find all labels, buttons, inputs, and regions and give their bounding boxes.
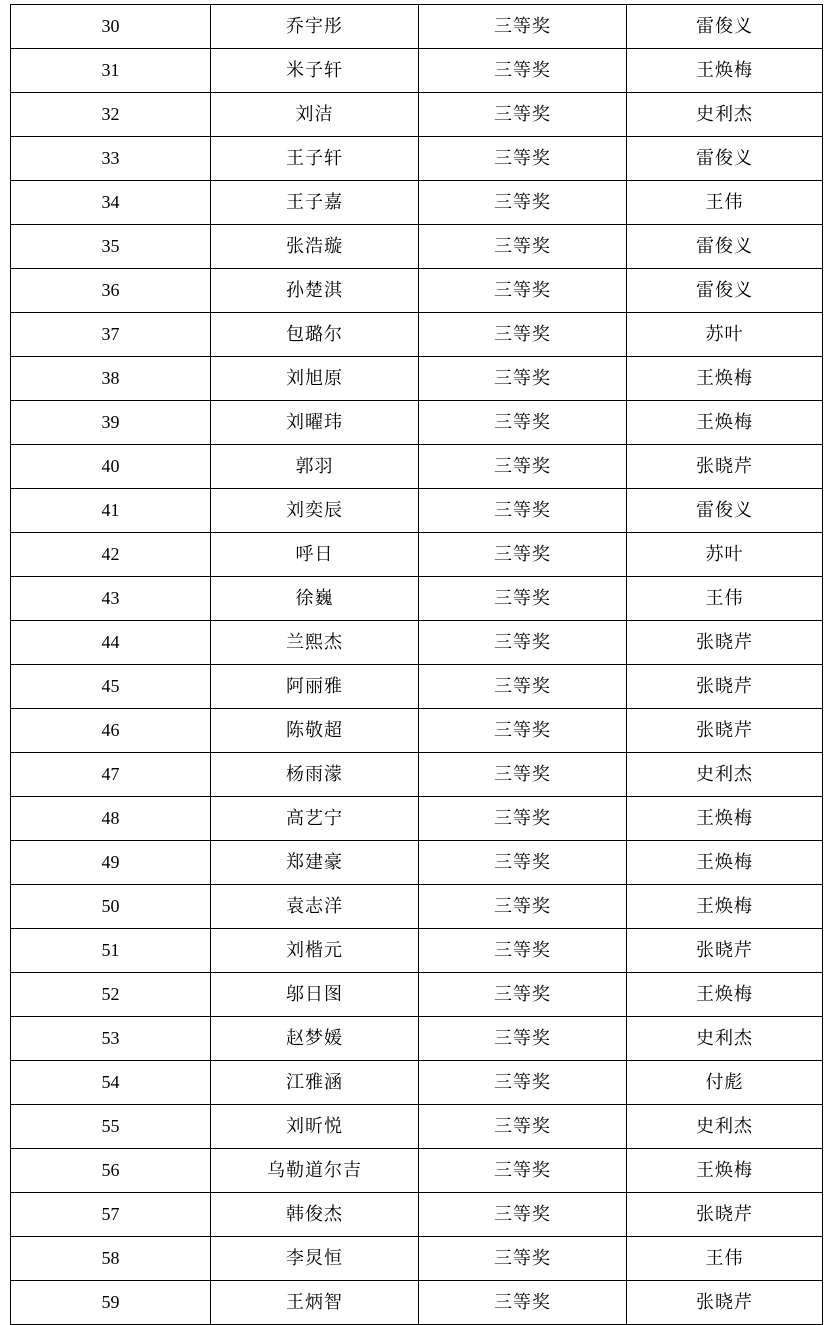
cell-award: 三等奖 — [419, 577, 627, 621]
cell-coach-name: 史利杰 — [627, 1105, 823, 1149]
cell-award: 三等奖 — [419, 665, 627, 709]
cell-student-name: 孙楚淇 — [211, 269, 419, 313]
cell-award: 三等奖 — [419, 357, 627, 401]
cell-index: 31 — [11, 49, 211, 93]
cell-award: 三等奖 — [419, 753, 627, 797]
table-row — [11, 621, 823, 665]
table-row — [11, 841, 823, 885]
award-table-body — [11, 5, 823, 1325]
cell-coach-name: 王焕梅 — [627, 49, 823, 93]
cell-award: 三等奖 — [419, 269, 627, 313]
cell-index: 54 — [11, 1061, 211, 1105]
cell-index: 41 — [11, 489, 211, 533]
table-row — [11, 313, 823, 357]
cell-student-name: 徐巍 — [211, 577, 419, 621]
table-row — [11, 445, 823, 489]
cell-student-name: 乔宇彤 — [211, 5, 419, 49]
cell-coach-name: 王伟 — [627, 181, 823, 225]
cell-index: 34 — [11, 181, 211, 225]
cell-award: 三等奖 — [419, 1281, 627, 1325]
cell-award: 三等奖 — [419, 137, 627, 181]
cell-coach-name: 雷俊义 — [627, 225, 823, 269]
cell-index: 36 — [11, 269, 211, 313]
cell-coach-name: 付彪 — [627, 1061, 823, 1105]
table-row — [11, 709, 823, 753]
cell-award: 三等奖 — [419, 1061, 627, 1105]
cell-award: 三等奖 — [419, 401, 627, 445]
cell-student-name: 高艺宁 — [211, 797, 419, 841]
cell-award: 三等奖 — [419, 313, 627, 357]
cell-student-name: 乌勒道尔吉 — [211, 1149, 419, 1193]
cell-coach-name: 王伟 — [627, 577, 823, 621]
cell-coach-name: 苏叶 — [627, 533, 823, 577]
cell-student-name: 李炅恒 — [211, 1237, 419, 1281]
cell-award: 三等奖 — [419, 797, 627, 841]
cell-index: 47 — [11, 753, 211, 797]
cell-index: 59 — [11, 1281, 211, 1325]
cell-coach-name: 雷俊义 — [627, 137, 823, 181]
cell-index: 58 — [11, 1237, 211, 1281]
table-row — [11, 137, 823, 181]
cell-award: 三等奖 — [419, 225, 627, 269]
cell-index: 42 — [11, 533, 211, 577]
cell-index: 43 — [11, 577, 211, 621]
cell-index: 56 — [11, 1149, 211, 1193]
cell-student-name: 张浩璇 — [211, 225, 419, 269]
cell-coach-name: 张晓芹 — [627, 1281, 823, 1325]
table-row — [11, 797, 823, 841]
cell-award: 三等奖 — [419, 841, 627, 885]
cell-award: 三等奖 — [419, 93, 627, 137]
cell-student-name: 刘洁 — [211, 93, 419, 137]
cell-coach-name: 王焕梅 — [627, 1149, 823, 1193]
cell-index: 52 — [11, 973, 211, 1017]
table-row — [11, 489, 823, 533]
cell-student-name: 刘楷元 — [211, 929, 419, 973]
cell-award: 三等奖 — [419, 181, 627, 225]
cell-award: 三等奖 — [419, 5, 627, 49]
cell-index: 32 — [11, 93, 211, 137]
cell-coach-name: 史利杰 — [627, 1017, 823, 1061]
table-row — [11, 1105, 823, 1149]
cell-coach-name: 史利杰 — [627, 93, 823, 137]
table-row — [11, 93, 823, 137]
table-row — [11, 357, 823, 401]
cell-award: 三等奖 — [419, 489, 627, 533]
cell-student-name: 米子轩 — [211, 49, 419, 93]
cell-award: 三等奖 — [419, 49, 627, 93]
cell-student-name: 阿丽雅 — [211, 665, 419, 709]
cell-student-name: 刘奕辰 — [211, 489, 419, 533]
cell-index: 49 — [11, 841, 211, 885]
cell-coach-name: 王焕梅 — [627, 973, 823, 1017]
cell-student-name: 郭羽 — [211, 445, 419, 489]
cell-student-name: 王子嘉 — [211, 181, 419, 225]
cell-award: 三等奖 — [419, 1017, 627, 1061]
cell-student-name: 刘旭原 — [211, 357, 419, 401]
cell-student-name: 包璐尔 — [211, 313, 419, 357]
table-row — [11, 5, 823, 49]
cell-index: 55 — [11, 1105, 211, 1149]
table-row — [11, 49, 823, 93]
cell-coach-name: 张晓芹 — [627, 929, 823, 973]
cell-award: 三等奖 — [419, 709, 627, 753]
cell-index: 46 — [11, 709, 211, 753]
cell-award: 三等奖 — [419, 973, 627, 1017]
cell-coach-name: 王伟 — [627, 1237, 823, 1281]
table-row — [11, 533, 823, 577]
table-row — [11, 1017, 823, 1061]
cell-student-name: 刘曜玮 — [211, 401, 419, 445]
table-row — [11, 1061, 823, 1105]
cell-student-name: 刘昕悦 — [211, 1105, 419, 1149]
cell-index: 48 — [11, 797, 211, 841]
cell-index: 45 — [11, 665, 211, 709]
cell-student-name: 江雅涵 — [211, 1061, 419, 1105]
table-row — [11, 885, 823, 929]
cell-index: 37 — [11, 313, 211, 357]
cell-award: 三等奖 — [419, 621, 627, 665]
table-row — [11, 269, 823, 313]
cell-award: 三等奖 — [419, 1237, 627, 1281]
cell-coach-name: 张晓芹 — [627, 665, 823, 709]
table-row — [11, 665, 823, 709]
cell-award: 三等奖 — [419, 1105, 627, 1149]
cell-coach-name: 苏叶 — [627, 313, 823, 357]
cell-index: 30 — [11, 5, 211, 49]
table-row — [11, 1281, 823, 1325]
table-row — [11, 577, 823, 621]
cell-award: 三等奖 — [419, 533, 627, 577]
cell-student-name: 邬日图 — [211, 973, 419, 1017]
table-row — [11, 753, 823, 797]
cell-coach-name: 雷俊义 — [627, 5, 823, 49]
award-list-table — [10, 4, 823, 1325]
cell-coach-name: 王焕梅 — [627, 357, 823, 401]
cell-student-name: 兰熙杰 — [211, 621, 419, 665]
table-row — [11, 1149, 823, 1193]
table-row — [11, 225, 823, 269]
cell-index: 38 — [11, 357, 211, 401]
cell-index: 51 — [11, 929, 211, 973]
cell-coach-name: 王焕梅 — [627, 401, 823, 445]
cell-coach-name: 张晓芹 — [627, 709, 823, 753]
cell-award: 三等奖 — [419, 885, 627, 929]
table-row — [11, 973, 823, 1017]
table-row — [11, 401, 823, 445]
cell-student-name: 郑建豪 — [211, 841, 419, 885]
cell-student-name: 呼日 — [211, 533, 419, 577]
cell-award: 三等奖 — [419, 1193, 627, 1237]
cell-coach-name: 王焕梅 — [627, 797, 823, 841]
cell-index: 33 — [11, 137, 211, 181]
cell-student-name: 王炳智 — [211, 1281, 419, 1325]
cell-student-name: 赵梦媛 — [211, 1017, 419, 1061]
cell-coach-name: 王焕梅 — [627, 841, 823, 885]
cell-student-name: 王子轩 — [211, 137, 419, 181]
cell-award: 三等奖 — [419, 929, 627, 973]
cell-index: 53 — [11, 1017, 211, 1061]
cell-coach-name: 张晓芹 — [627, 1193, 823, 1237]
table-row — [11, 181, 823, 225]
cell-coach-name: 张晓芹 — [627, 445, 823, 489]
cell-student-name: 韩俊杰 — [211, 1193, 419, 1237]
cell-coach-name: 张晓芹 — [627, 621, 823, 665]
cell-index: 40 — [11, 445, 211, 489]
cell-award: 三等奖 — [419, 1149, 627, 1193]
cell-coach-name: 王焕梅 — [627, 885, 823, 929]
cell-award: 三等奖 — [419, 445, 627, 489]
table-row — [11, 1193, 823, 1237]
cell-coach-name: 雷俊义 — [627, 489, 823, 533]
cell-coach-name: 史利杰 — [627, 753, 823, 797]
cell-student-name: 杨雨濛 — [211, 753, 419, 797]
table-row — [11, 1237, 823, 1281]
cell-index: 39 — [11, 401, 211, 445]
cell-index: 50 — [11, 885, 211, 929]
cell-index: 35 — [11, 225, 211, 269]
cell-coach-name: 雷俊义 — [627, 269, 823, 313]
cell-index: 57 — [11, 1193, 211, 1237]
cell-student-name: 陈敬超 — [211, 709, 419, 753]
table-row — [11, 929, 823, 973]
cell-index: 44 — [11, 621, 211, 665]
cell-student-name: 袁志洋 — [211, 885, 419, 929]
